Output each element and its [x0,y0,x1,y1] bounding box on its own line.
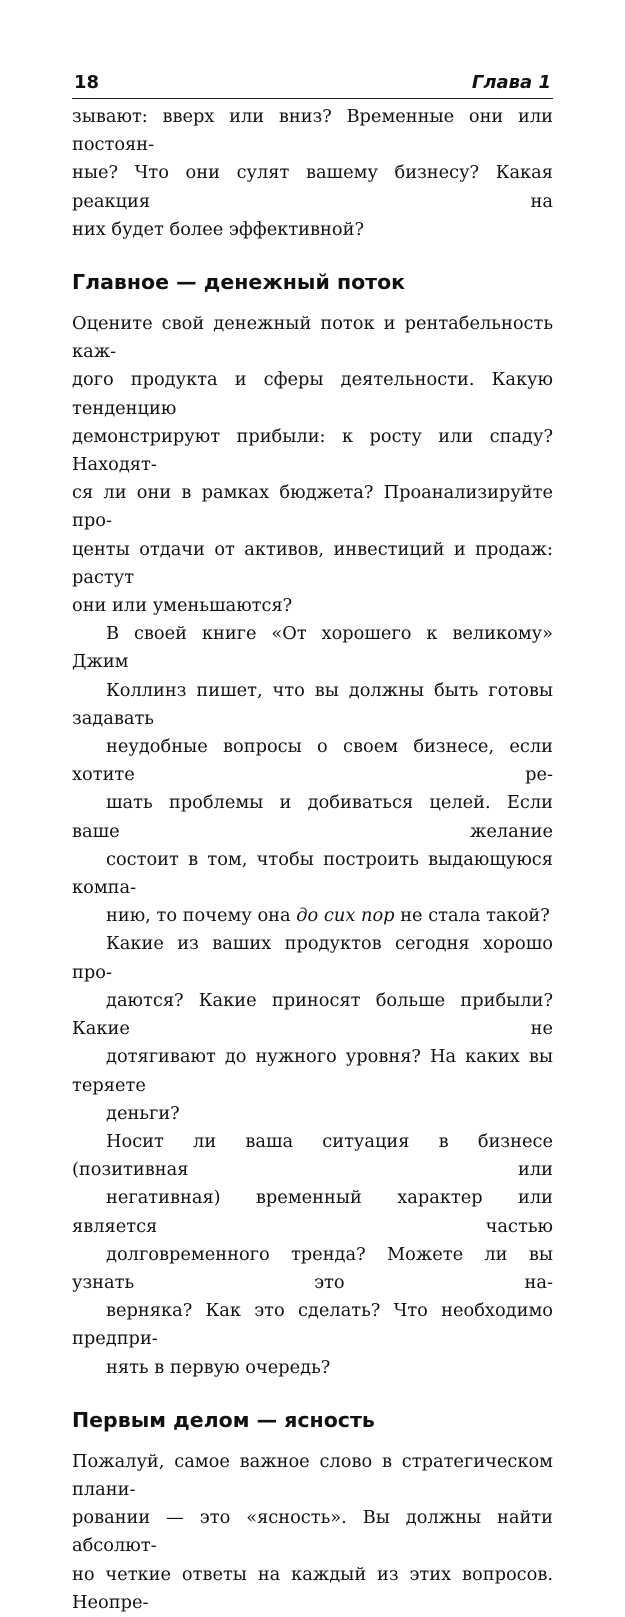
chapter-title: Глава 1 [471,72,551,93]
text-line: они или уменьшаются? [72,595,293,617]
text-line: зывают: вверх или вниз? Временные они или постоян- [72,106,553,156]
section-heading: Первым делом — ясность [72,1407,375,1432]
text-line: неудобные вопросы о своем бизнесе, если хотите ре- [72,736,553,786]
paragraph [72,310,553,620]
text-line: них будет более эффективной? [72,218,364,240]
text-line: ровании — это «ясность». Вы должны найти абсолют- [72,1507,553,1557]
paragraph [72,1448,553,1617]
text-line: Носит ли ваша ситуация в бизнесе (позитивная или [72,1130,553,1181]
text-fragment: нию, то почему она [106,905,297,927]
section-heading: Главное — денежный поток [72,270,406,295]
text-line: Какие из ваших продуктов сегодня хорошо про- [72,933,553,983]
running-header [72,70,553,99]
emphasis-text: до сих пор [296,905,395,927]
text-line: но четкие ответы на каждый из этих вопросов. Неопре- [72,1563,553,1613]
paragraph [72,930,553,1127]
text-line: долговременного тренда? Можете ли вы узнать это на- [72,1243,553,1293]
page-number: 18 [74,72,100,93]
text-line: верняка? Как это сделать? Что необходимо предпри- [72,1300,553,1350]
text-line [72,902,553,930]
text-line: Пожалуй, самое важное слово в стратегическом плани- [72,1450,553,1500]
text-line: дого продукта и сферы деятельности. Какую тенденцию [72,369,553,419]
body-text [72,103,553,1617]
text-line: шать проблемы и добиваться целей. Если ваше желание [72,792,553,842]
text-line: ные? Что они сулят вашему бизнесу? Какая реакция на [72,162,553,212]
text-line: демонстрируют прибыли: к росту или спаду? Находят- [72,425,553,476]
text-line: Оцените свой денежный поток и рентабельность каж- [72,313,553,363]
text-line: даются? Какие приносят больше прибыли? Какие не [72,989,553,1040]
text-fragment: не стала такой? [394,905,550,927]
paragraph [72,103,553,244]
text-line: состоит в том, чтобы построить выдающуюся компа- [72,848,553,899]
paragraph [72,620,553,930]
text-line: ся ли они в рамках бюджета? Проанализируйте про- [72,482,553,532]
paragraph [72,1128,553,1382]
text-line: дотягивают до нужного уровня? На каких вы теряете [72,1046,553,1096]
text-line: Коллинз пишет, что вы должны быть готовы задавать [72,679,553,729]
text-line: нять в первую очередь? [106,1356,331,1378]
text-line: В своей книге «От хорошего к великому» Джим [72,623,553,673]
text-line: центы отдачи от активов, инвестиций и продаж: растут [72,538,553,588]
text-line: деньги? [106,1102,180,1124]
text-line: негативная) временный характер или является частью [72,1187,553,1237]
